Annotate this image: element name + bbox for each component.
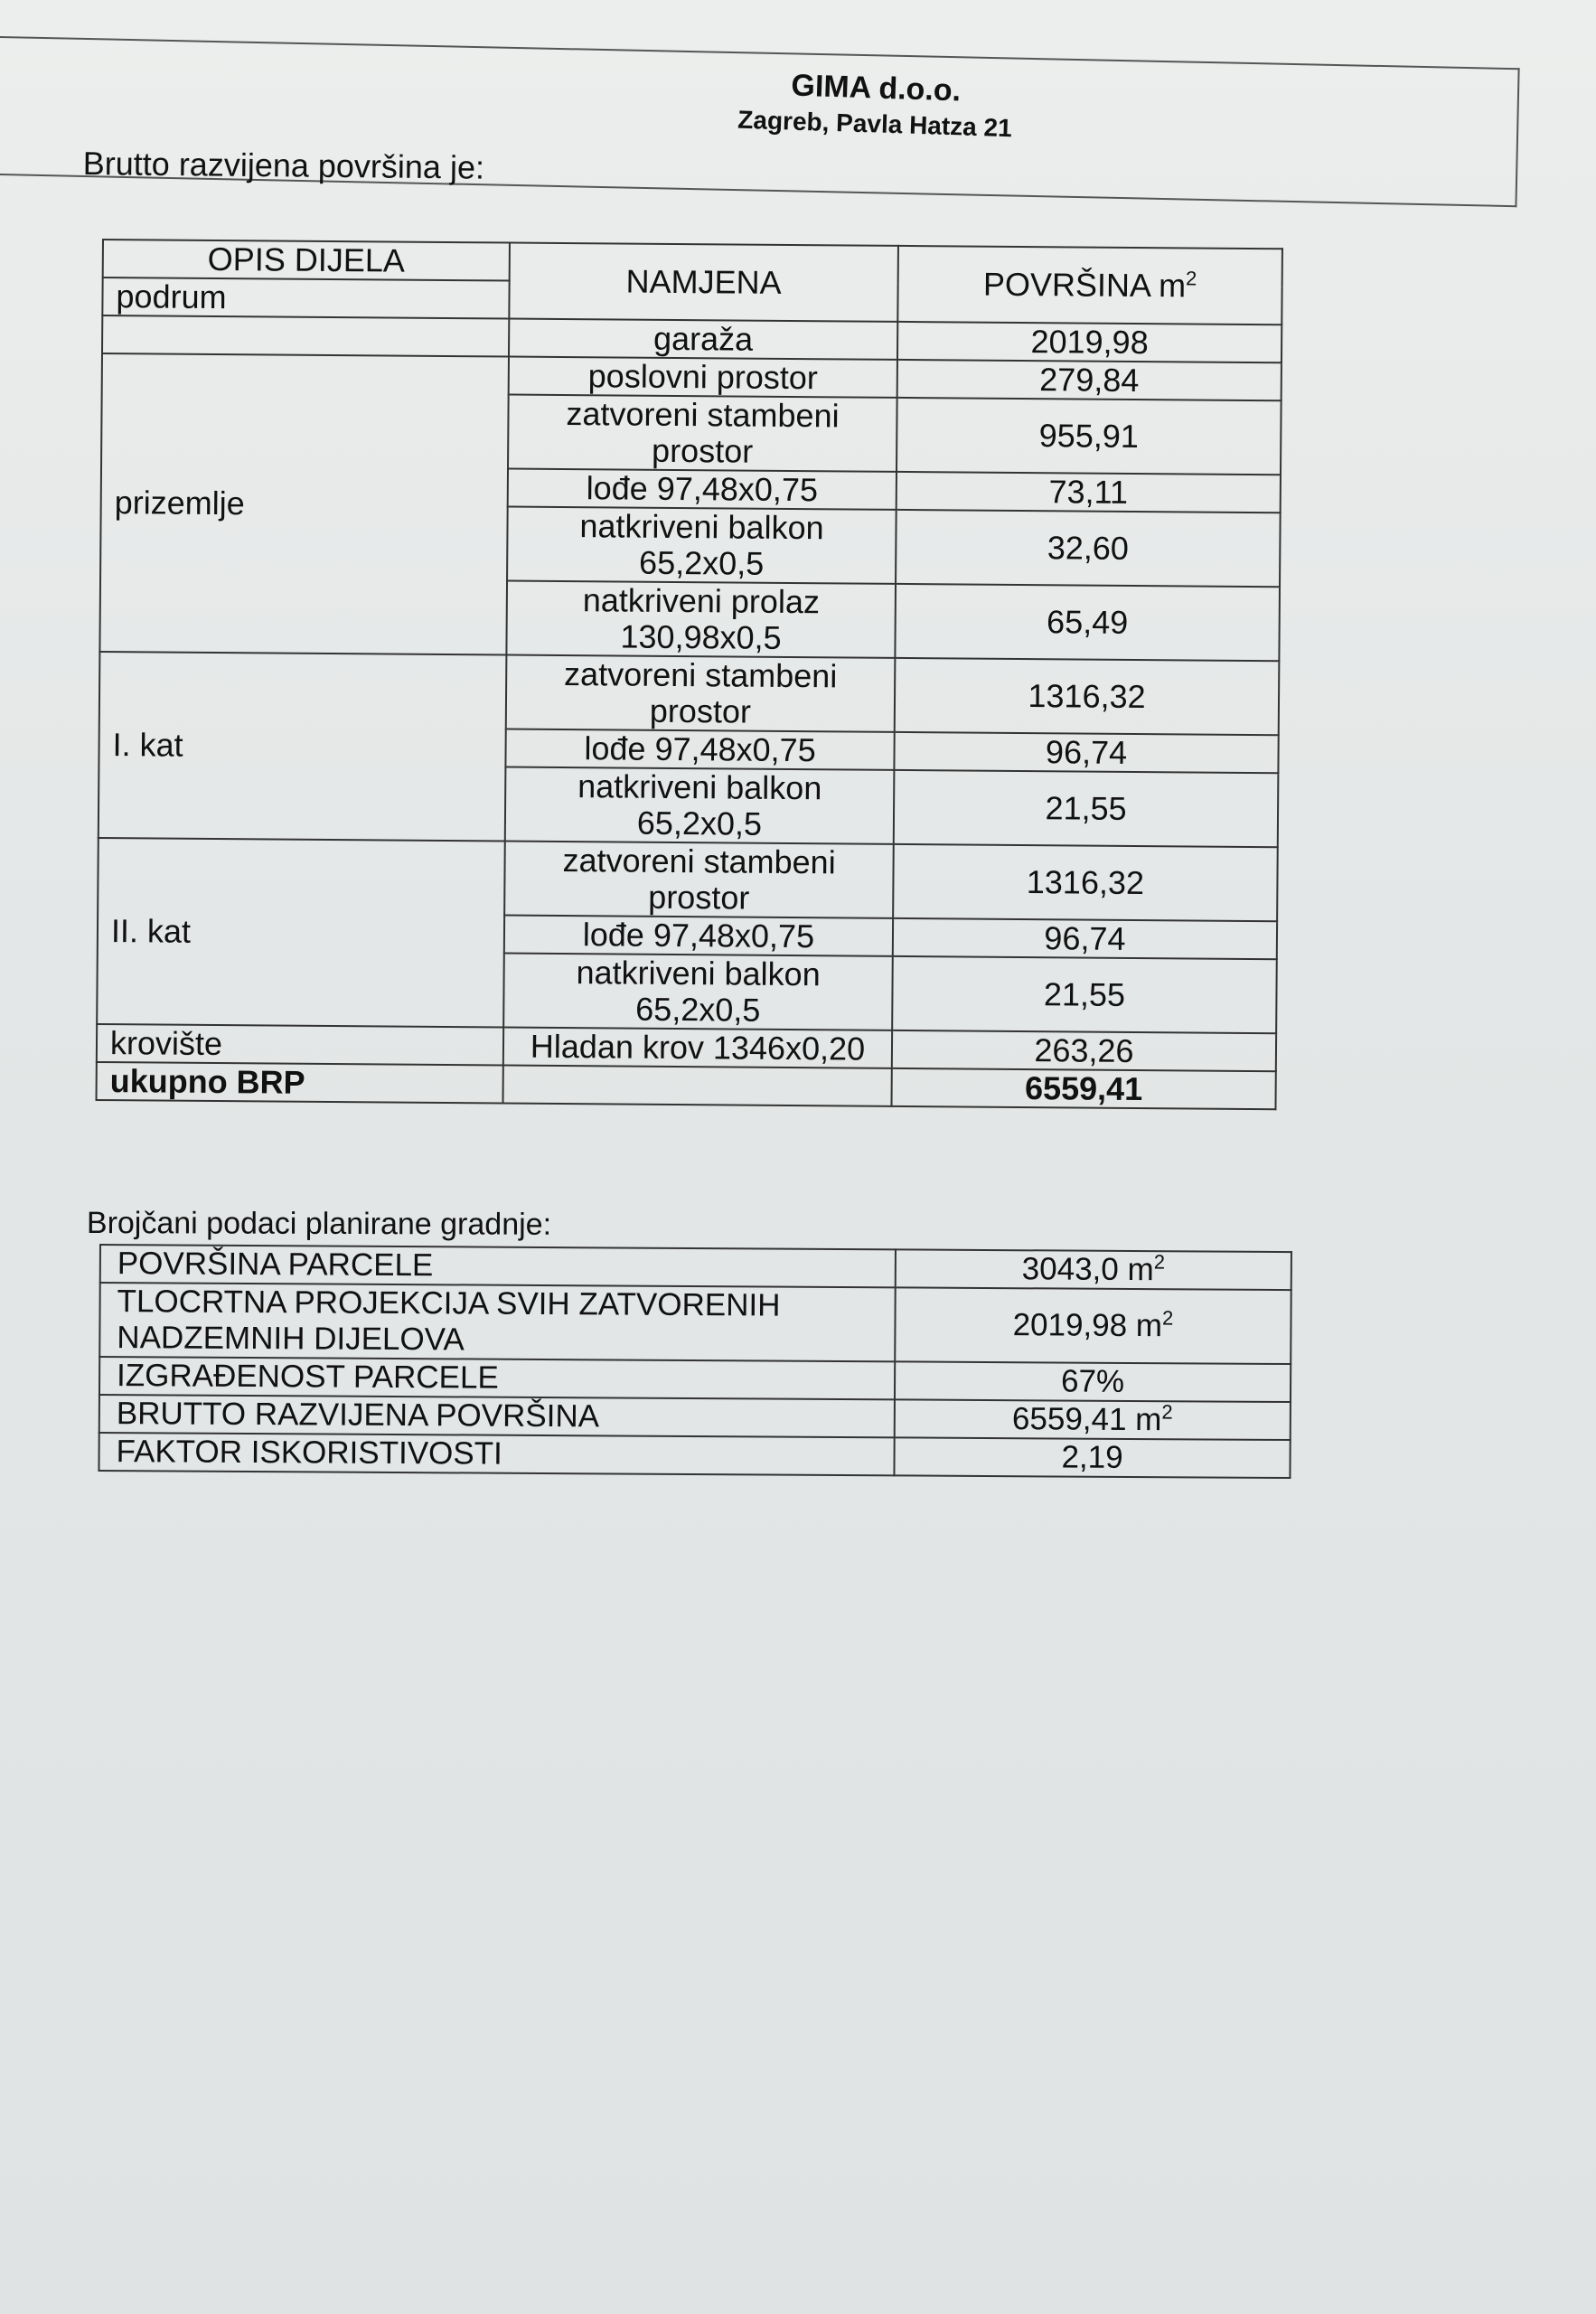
- row-kroviste-namjena: Hladan krov 1346x0,20: [503, 1028, 892, 1068]
- row-kroviste-povrsina: 263,26: [892, 1030, 1276, 1071]
- kat1-namjena: natkriveni balkon 65,2x0,5: [505, 767, 895, 844]
- prizemlje-namjena: natkriveni balkon 65,2x0,5: [507, 507, 897, 584]
- header-povrsina: POVRŠINA $m^2$: [897, 246, 1282, 325]
- prizemlje-povrsina: 32,60: [896, 510, 1281, 587]
- prizemlje-namjena: zatvoreni stambeni prostor: [508, 395, 897, 472]
- kat1-povrsina: 96,74: [894, 732, 1278, 773]
- kat1-povrsina: 21,55: [894, 770, 1279, 847]
- row-ukupno-povrsina: 6559,41: [891, 1068, 1275, 1109]
- summary-value: 2,19: [894, 1437, 1290, 1478]
- summary-label: TLOCRTNA PROJEKCIJA SVIH ZATVORENIH NADZEMNIH DIJELOVA: [99, 1283, 895, 1361]
- spacer-cell: [102, 315, 509, 357]
- company-name: GIMA d.o.o.: [790, 68, 962, 108]
- row-kat1-opis: I. kat: [99, 652, 507, 842]
- summary-table-wrapper: [98, 1244, 1292, 1479]
- row-podrum-namjena: garaža: [509, 319, 897, 360]
- kat2-povrsina: 96,74: [893, 918, 1277, 959]
- row-ukupno-opis: ukupno BRP: [97, 1062, 503, 1104]
- row-kroviste-opis: krovište: [97, 1024, 503, 1066]
- row-podrum-povrsina: 2019,98: [897, 322, 1281, 362]
- summary-label: BRUTTO RAZVIJENA POVRŠINA: [99, 1395, 895, 1437]
- row-podrum-opis: podrum: [102, 277, 509, 319]
- prizemlje-povrsina: 955,91: [897, 398, 1281, 475]
- kat2-povrsina: 1316,32: [893, 844, 1278, 921]
- kat2-namjena: zatvoreni stambeni prostor: [504, 842, 894, 918]
- header-opis: OPIS DIJELA: [103, 240, 510, 281]
- summary-label: POVRŠINA PARCELE: [100, 1245, 896, 1287]
- prizemlje-namjena: natkriveni prolaz 130,98x0,5: [506, 581, 896, 658]
- kat1-namjena: lođe 97,48x0,75: [505, 729, 894, 770]
- kat2-namjena: lođe 97,48x0,75: [504, 916, 893, 956]
- table-row: [102, 353, 1281, 400]
- row-kat2-opis: II. kat: [97, 838, 505, 1028]
- prizemlje-povrsina: 65,49: [895, 584, 1280, 661]
- table-total-row: [97, 1062, 1276, 1109]
- prizemlje-namjena: lođe 97,48x0,75: [508, 469, 897, 510]
- row-ukupno-empty: [503, 1066, 892, 1106]
- company-address: Zagreb, Pavla Hatza 21: [737, 105, 1013, 143]
- area-table: [96, 239, 1283, 1110]
- table-row: [99, 1433, 1290, 1478]
- summary-value: 67%: [895, 1361, 1291, 1402]
- summary-table: [98, 1244, 1292, 1479]
- kat2-namjena: natkriveni balkon 65,2x0,5: [503, 954, 893, 1030]
- kat1-povrsina: 1316,32: [895, 658, 1280, 735]
- prizemlje-povrsina: 73,11: [897, 472, 1281, 513]
- summary-label: FAKTOR ISKORISTIVOSTI: [99, 1433, 894, 1475]
- summary-value: 2019,98 $m^2$: [895, 1287, 1291, 1364]
- kat2-povrsina: 21,55: [892, 956, 1277, 1033]
- prizemlje-povrsina: 279,84: [897, 360, 1281, 400]
- summary-value: 6559,41 $m^2$: [895, 1399, 1291, 1440]
- table-row: [98, 838, 1278, 921]
- kat1-namjena: zatvoreni stambeni prostor: [506, 655, 896, 732]
- table-row: [99, 652, 1280, 735]
- prizemlje-namjena: poslovni prostor: [509, 357, 897, 398]
- section-caption: Brojčani podaci planirane gradnje:: [86, 1206, 552, 1242]
- summary-value: 3043,0 $m^2$: [896, 1249, 1291, 1290]
- area-table-wrapper: [96, 239, 1283, 1110]
- header-namjena: NAMJENA: [509, 243, 898, 322]
- table-row: [99, 1283, 1291, 1364]
- intro-text: Brutto razvijena površina je:: [82, 145, 485, 186]
- row-prizemlje-opis: prizemlje: [99, 353, 509, 655]
- summary-label: IZGRAĐENOST PARCELE: [99, 1357, 895, 1399]
